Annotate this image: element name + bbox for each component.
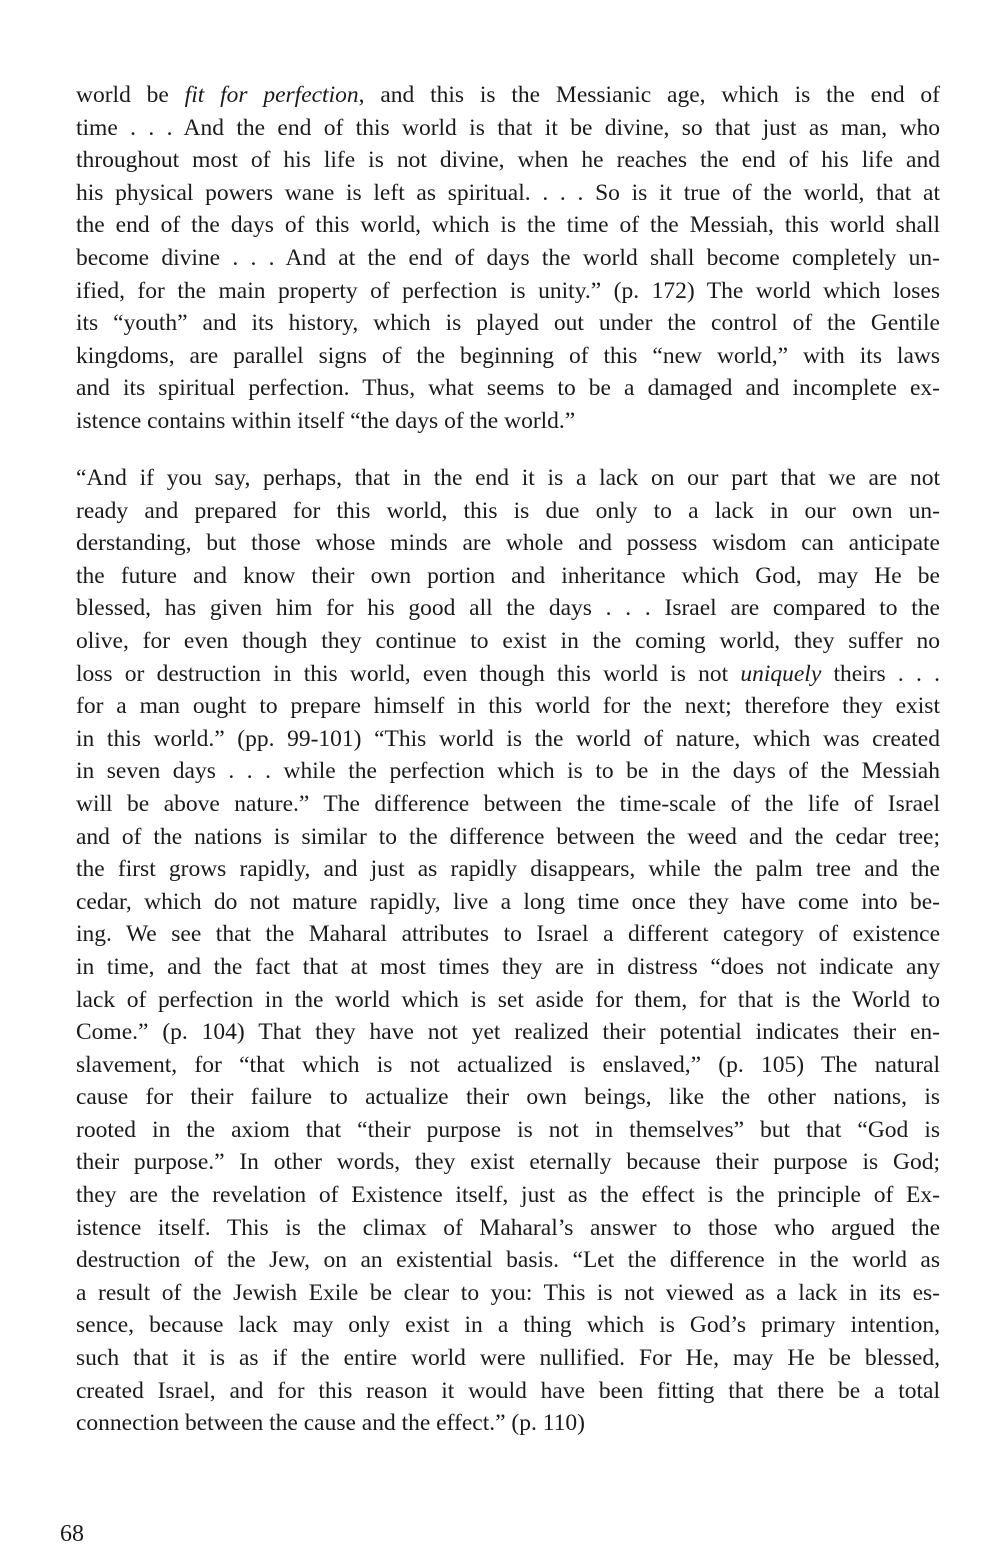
text-line: in time, and the fact that at most times they are in distress “does not indicate any (76, 953, 940, 980)
paragraph (76, 79, 940, 438)
text-line: ready and prepared for this world, this is due only to a lack in our own un- (76, 497, 940, 524)
text-line: they are the revelation of Existence itself, just as the effect is the principle of Ex- (76, 1182, 940, 1209)
text-line: will be above nature.” The difference between the time-scale of the life of Israel (76, 790, 940, 817)
text-line: time . . . And the end of this world is that it be divine, so that just as man, who (76, 114, 940, 141)
text-line: istence itself. This is the climax of Maharal’s answer to those who argued the (76, 1214, 940, 1241)
text-line: and of the nations is similar to the difference between the weed and the cedar tree; (76, 823, 940, 850)
text-line: blessed, has given him for his good all the days . . . Israel are compared to the (76, 595, 940, 622)
text-line: cedar, which do not mature rapidly, live a long time once they have come into be- (76, 888, 940, 915)
page-number: 68 (60, 1521, 84, 1547)
text-line: in seven days . . . while the perfection which is to be in the days of the Messiah (76, 758, 940, 785)
text-line: Come.” (p. 104) That they have not yet realized their potential indicates their en- (76, 1019, 940, 1046)
text-line: kingdoms, are parallel signs of the beginning of this “new world,” with its laws (76, 342, 940, 369)
text-line: their purpose.” In other words, they exist eternally because their purpose is God; (76, 1149, 940, 1176)
text-line: olive, for even though they continue to exist in the coming world, they suffer no (76, 627, 940, 654)
text-line: connection between the cause and the effect.” (p. 110) (76, 1410, 585, 1437)
text-line: in this world.” (pp. 99-101) “This world is the world of nature, which was created (76, 725, 940, 752)
text-line: the future and know their own portion and inheritance which God, may He be (76, 562, 940, 589)
text-line: lack of perfection in the world which is set aside for them, for that is the World to (76, 986, 940, 1013)
text-line: throughout most of his life is not divine, when he reaches the end of his life and (76, 147, 940, 174)
text-line: loss or destruction in this world, even though this world is not uniquely theirs . . . (76, 660, 940, 687)
text-line: istence contains within itself “the days of the world.” (76, 407, 576, 434)
text-line: ified, for the main property of perfection is unity.” (p. 172) The world which loses (76, 277, 940, 304)
text-line: derstanding, but those whose minds are whole and possess wisdom can anticipate (76, 530, 940, 557)
text-line: the end of the days of this world, which is the time of the Messiah, this world shall (76, 212, 940, 239)
text-line: his physical powers wane is left as spiritual. . . . So is it true of the world, that at (76, 179, 940, 206)
text-line: such that it is as if the entire world were nullified. For He, may He be blessed, (76, 1345, 940, 1372)
text-line: become divine . . . And at the end of days the world shall become completely un- (76, 244, 940, 271)
text-line: ing. We see that the Maharal attributes to Israel a different category of existence (76, 921, 940, 948)
text-line: sence, because lack may only exist in a thing which is God’s primary intention, (76, 1312, 940, 1339)
text-line: world be fit for perfection, and this is the Messianic age, which is the end of (76, 82, 940, 108)
text-line: its “youth” and its history, which is played out under the control of the Gentile (76, 310, 940, 337)
text-line: cause for their failure to actualize their own beings, like the other nations, is (76, 1084, 940, 1111)
paragraph (76, 462, 940, 1440)
text-line: a result of the Jewish Exile be clear to you: This is not viewed as a lack in its es- (76, 1279, 940, 1306)
text-line: created Israel, and for this reason it would have been fitting that there be a total (76, 1377, 940, 1404)
text-line: the first grows rapidly, and just as rapidly disappears, while the palm tree and the (76, 856, 940, 883)
text-line: “And if you say, perhaps, that in the end it is a lack on our part that we are not (76, 465, 940, 491)
text-line: rooted in the axiom that “their purpose is not in themselves” but that “God is (76, 1116, 940, 1143)
text-line: and its spiritual perfection. Thus, what seems to be a damaged and incomplete ex- (76, 375, 940, 402)
text-line: destruction of the Jew, on an existential basis. “Let the difference in the world as (76, 1247, 940, 1274)
text-line: for a man ought to prepare himself in this world for the next; therefore they exist (76, 693, 940, 720)
text-line: slavement, for “that which is not actualized is enslaved,” (p. 105) The natural (76, 1051, 940, 1078)
